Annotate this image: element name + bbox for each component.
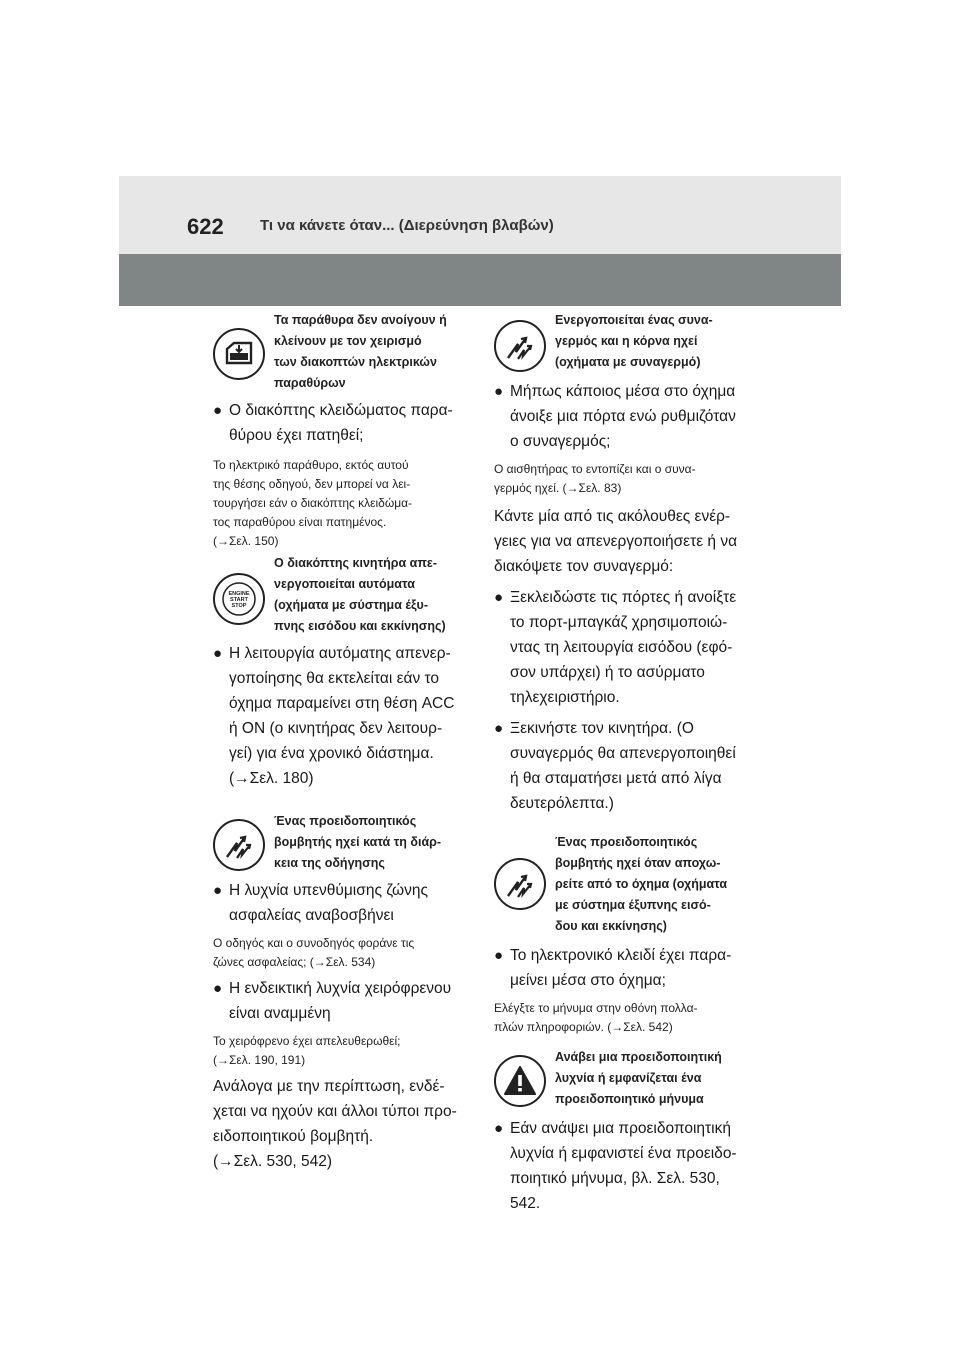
page-number: 622 [187, 214, 224, 239]
bullet-item: ● Το ηλεκτρονικό κλειδί έχει παρα- μείνει μέσα στο όχημα; [494, 947, 732, 989]
section-power-windows [213, 310, 471, 394]
section-heading: Ενεργοποιείται ένας συνα- γερμός και η κόρνα ηχεί (οχήματα με συναγερμό) [555, 313, 713, 369]
bullet-item: ● Ξεκλειδώστε τις πόρτες ή ανοίξτε το πορτ-μπαγκάζ χρησιμοποιώ- ντας τη λειτουργία εισόδου (εφό- σον υπάρχει) ή το ασύρματο τηλεχειριστήριο. [494, 589, 737, 706]
bullet-item: ● Μήπως κάποιος μέσα στο όχημα άνοιξε μια πόρτα ενώ ρυθμιζόταν ο συναγερμός; [494, 383, 736, 450]
section-heading: Ένας προειδοποιητικός βομβητής ηχεί κατά τη διάρ- κεια της οδήγησης [274, 814, 442, 870]
bullet-item: ● Η λειτουργία αυτόματης απενερ- γοποίησης θα εκτελείται εάν το όχημα παραμείνει στη θέση ACC ή ON (ο κινητήρας δεν λειτουρ- γεί) για ένα χρονικό διάστημα. (→Σελ. 180) [213, 645, 455, 787]
left-column [213, 306, 471, 1174]
buzzer-sound-icon [213, 819, 265, 871]
power-window-icon [213, 328, 265, 380]
alarm-horn-icon [494, 320, 546, 372]
note-text: Το χειρόφρενο έχει απελευθερωθεί; (→Σελ. 190, 191) [213, 1034, 401, 1067]
right-column [494, 306, 756, 1216]
note-text: Ο οδηγός και ο συνοδηγός φοράνε τις ζώνες ασφαλείας; (→Σελ. 534) [213, 936, 415, 969]
section-heading: Ένας προειδοποιητικός βομβητής ηχεί όταν αποχω- ρείτε από το όχημα (οχήματα με σύστημα έξυπνης εισό- δου και εκκίνησης) [555, 835, 728, 933]
section-alarm [494, 310, 756, 373]
warning-exclamation-icon [494, 1055, 546, 1107]
page-title: Τι να κάνετε όταν... (Διερεύνηση βλαβών) [260, 217, 554, 234]
section-buzzer-driving [213, 811, 471, 874]
section-heading: Ανάβει μια προειδοποιητική λυχνία ή εμφανίζεται ένα προειδοποιητικό μήνυμα [555, 1050, 722, 1106]
engine-icon-label: ENGINE [228, 591, 250, 597]
bullet-item: ● Η λυχνία υπενθύμισης ζώνης ασφαλείας αναβοσβήνει [213, 882, 428, 924]
buzzer-sound-icon [494, 858, 546, 910]
header-bar [119, 176, 841, 254]
bullet-item: ● Η ενδεικτική λυχνία χειρόφρενου είναι αναμμένη [213, 980, 452, 1022]
bullet-item: ● Ξεκινήστε τον κινητήρα. (Ο συναγερμός θα απενεργοποιηθεί ή θα σταματήσει μετά από λίγα δευτερόλεπτα.) [494, 720, 736, 812]
engine-icon-label: STOP [231, 603, 247, 609]
body-paragraph: Ανάλογα με την περίπτωση, ενδέ- χεται να ηχούν και άλλοι τύποι προ- ειδοποιητικού βομβητή. (→Σελ. 530, 542) [213, 1078, 457, 1170]
engine-icon-label: START [230, 597, 248, 603]
body-paragraph: Κάντε μία από τις ακόλουθες ενέρ- γειες για να απενεργοποιήσετε ή να διακόψετε τον συναγερμό: [494, 508, 738, 575]
bullet-item: ● Εάν ανάψει μια προειδοποιητική λυχνία ή εμφανιστεί ένα προειδο- ποιητικό μήνυμα, βλ. Σελ. 530, 542. [494, 1120, 737, 1212]
section-buzzer-leaving [494, 832, 756, 937]
section-warning-light [494, 1047, 756, 1110]
section-heading: Τα παράθυρα δεν ανοίγουν ή κλείνουν με τον χειρισμό των διακοπτών ηλεκτρικών παραθύρων [274, 313, 447, 390]
section-engine-switch [213, 553, 471, 637]
note-text: Το ηλεκτρικό παράθυρο, εκτός αυτού της θέσης οδηγού, δεν μπορεί να λει- τουργήσει εάν ο διακόπτης κλειδώμα- τος παραθύρου είναι πατημένος. (→Σελ. 150) [213, 458, 413, 548]
bullet-item: ● Ο διακόπτης κλειδώματος παρα- θύρου έχει πατηθεί; [213, 402, 453, 444]
engine-start-stop-icon [213, 573, 265, 625]
section-heading: Ο διακόπτης κινητήρα απε- νεργοποιείται αυτόματα (οχήματα με σύστημα έξυ- πνης εισόδου και εκκίνησης) [274, 556, 446, 633]
header-band [119, 254, 841, 306]
note-text: Ελέγξτε το μήνυμα στην οθόνη πολλα- πλών πληροφοριών. (→Σελ. 542) [494, 1001, 698, 1034]
note-text: Ο αισθητήρας το εντοπίζει και ο συνα- γερμός ηχεί. (→Σελ. 83) [494, 462, 696, 495]
